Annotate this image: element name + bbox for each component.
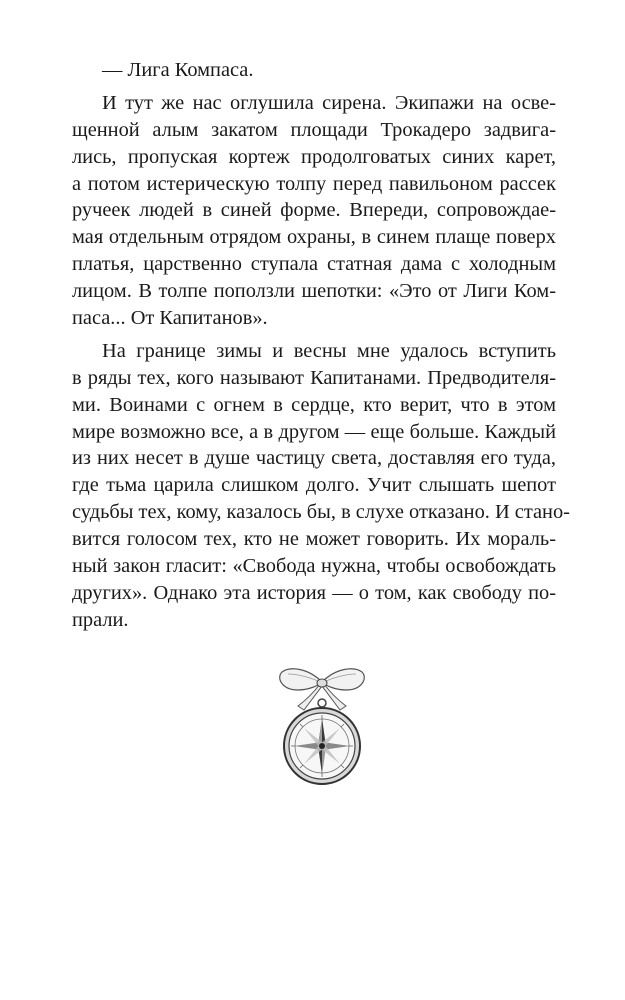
text-line: мая отдельным отрядом охраны, в синем плаще поверх [72,226,556,249]
paragraph-2 [72,90,556,332]
text-line: лицом. В толпе поползли шепотки: «Это от Лиги Ком- [72,280,556,303]
compass-with-bow-icon [268,660,376,790]
text-line: из них несет в душе частицу света, доставляя его туда, [72,447,556,470]
text-line: других». Однако эта история — о том, как свободу по- [72,581,556,604]
text-line: а потом истерическую толпу перед павильоном рассек [72,172,556,195]
paragraph-3 [72,338,570,634]
text-line: мире возможно все, а в другом — еще больше. Каждый [72,420,556,443]
paragraph-1 [72,57,556,84]
book-page-text [72,57,570,634]
text-line: ми. Воинами с огнем в сердце, кто верит, что в этом [72,393,556,416]
text-line: платья, царственно ступала статная дама с холодным [72,253,556,276]
text-line: На границе зимы и весны мне удалось вступить [102,339,556,362]
text-line: щенной алым закатом площади Трокадеро задвига- [72,118,556,141]
text-line: паса... От Капитанов». [72,307,268,330]
text-line: судьбы тех, кому, казалось бы, в слухе отказано. И стано- [72,501,570,524]
text-line: в ряды тех, кого называют Капитанами. Предводителя- [72,366,556,389]
text-line: ручеек людей в синей форме. Впереди, сопровождае- [72,199,556,222]
text-line: ный закон гласит: «Свобода нужна, чтобы освобождать [72,555,556,578]
text-line: И тут же нас оглушила сирена. Экипажи на осве- [102,91,556,114]
text-line: лись, пропуская кортеж продолговатых синих карет, [72,145,556,168]
text-line: вится голосом тех, кто не может говорить. Их мораль- [72,528,556,551]
text-line: прали. [72,608,129,631]
text-line: где тьма царила слишком долго. Учит слышать шепот [72,474,556,497]
text-line: — Лига Компаса. [102,59,254,81]
